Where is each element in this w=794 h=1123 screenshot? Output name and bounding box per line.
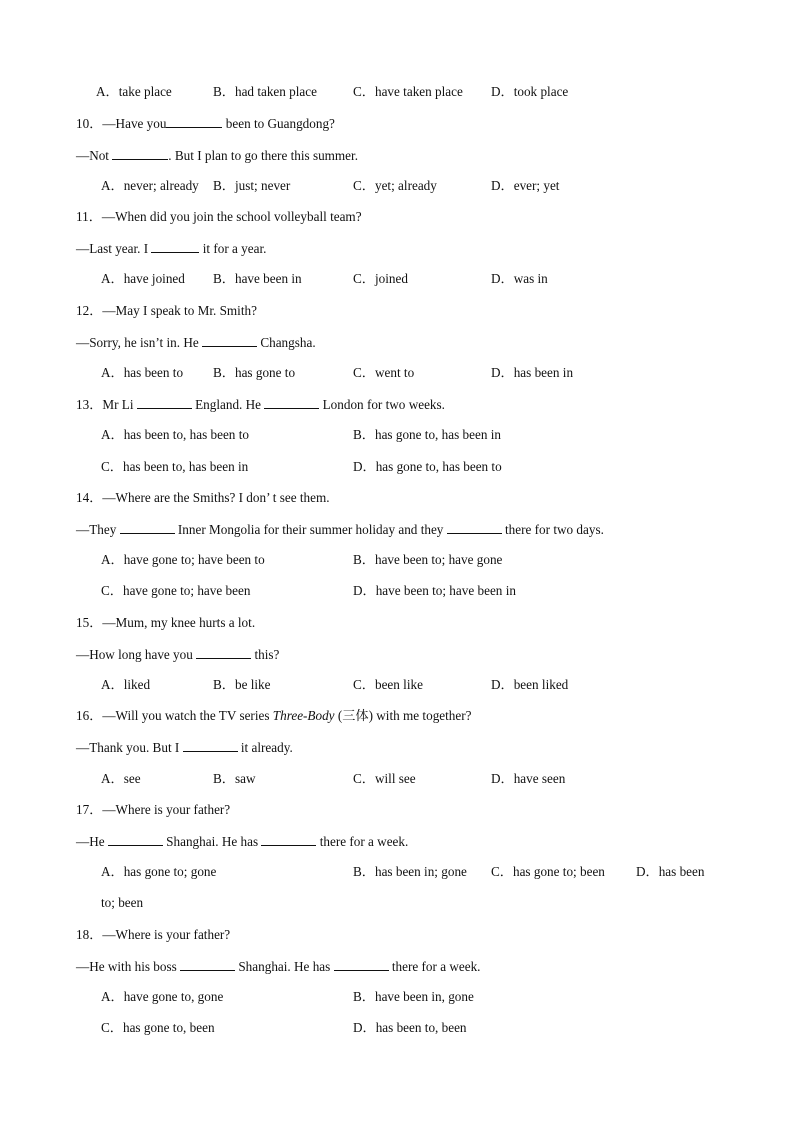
q16-response: —Thank you. But I it already.: [76, 740, 293, 755]
q18-option-a: A．have gone to, gone: [101, 989, 224, 1004]
q17-option-b: B．has been in; gone: [353, 864, 467, 879]
q10-option-a: A．never; already: [101, 178, 199, 193]
q12-option-b: B．has gone to: [213, 365, 296, 380]
q13-question: 13．Mr Li England. He London for two weeks.: [76, 397, 445, 412]
q16-option-a: A．see: [101, 771, 141, 786]
q10-option-d: D．ever; yet: [491, 178, 560, 193]
q13-option-a: A．has been to, has been to: [101, 427, 249, 442]
q10-response: —Not . But I plan to go there this summer.: [76, 148, 358, 163]
q13-option-b: B．has gone to, has been in: [353, 427, 501, 442]
q18-option-d: D．has been to, been: [353, 1020, 467, 1035]
q16-option-b: B．saw: [213, 771, 256, 786]
answer-blank: [447, 521, 502, 534]
q11-option-a: A．have joined: [101, 271, 185, 286]
answer-blank: [196, 646, 251, 659]
q16-question: 16．—Will you watch the TV series Three-Body (三体) with me together?: [76, 708, 472, 723]
q12-question: 12．—May I speak to Mr. Smith?: [76, 303, 257, 318]
q13-option-c: C．has been to, has been in: [101, 459, 249, 474]
q10-question: 10．—Have you been to Guangdong?: [76, 116, 335, 131]
q17-option-a: A．has gone to; gone: [101, 864, 217, 879]
q15-option-a: A．liked: [101, 677, 151, 692]
q14-response: —They Inner Mongolia for their summer holiday and they there for two days.: [76, 522, 604, 537]
q9-option-b: B．had taken place: [213, 84, 317, 99]
answer-blank: [261, 833, 316, 846]
q10-option-c: C．yet; already: [353, 178, 437, 193]
q13-option-d: D．has gone to, has been to: [353, 459, 502, 474]
q15-option-d: D．been liked: [491, 677, 569, 692]
answer-blank: [112, 147, 168, 160]
q18-question: 18．—Where is your father?: [76, 927, 231, 942]
q14-option-b: B．have been to; have gone: [353, 552, 503, 567]
answer-blank: [166, 115, 222, 128]
q11-question: 11．—When did you join the school volleyball team?: [76, 209, 362, 224]
q18-option-b: B．have been in, gone: [353, 989, 474, 1004]
answer-blank: [108, 833, 163, 846]
q17-option-d: D．has been: [636, 864, 705, 879]
q9-option-c: C．have taken place: [353, 84, 463, 99]
q11-option-c: C．joined: [353, 271, 408, 286]
q16-option-d: D．have seen: [491, 771, 566, 786]
q15-option-c: C．been like: [353, 677, 423, 692]
answer-blank: [264, 396, 319, 409]
q12-option-a: A．has been to: [101, 365, 184, 380]
q18-option-c: C．has gone to, been: [101, 1020, 215, 1035]
q11-option-b: B．have been in: [213, 271, 302, 286]
q14-option-c: C．have gone to; have been: [101, 583, 251, 598]
q15-question: 15．—Mum, my knee hurts a lot.: [76, 615, 256, 630]
q11-option-d: D．was in: [491, 271, 548, 286]
q14-question: 14．—Where are the Smiths? I don’ t see them.: [76, 490, 330, 505]
q15-option-b: B．be like: [213, 677, 271, 692]
answer-blank: [180, 958, 235, 971]
q12-option-c: C．went to: [353, 365, 415, 380]
q15-response: —How long have you this?: [76, 647, 280, 662]
series-title: Three-Body: [272, 708, 335, 723]
q12-option-d: D．has been in: [491, 365, 574, 380]
answer-blank: [202, 334, 257, 347]
q16-option-c: C．will see: [353, 771, 416, 786]
q17-response: —He Shanghai. He has there for a week.: [76, 834, 409, 849]
q10-option-b: B．just; never: [213, 178, 291, 193]
answer-blank: [137, 396, 192, 409]
q11-response: —Last year. I it for a year.: [76, 241, 267, 256]
q12-response: —Sorry, he isn’t in. He Changsha.: [76, 335, 316, 350]
q18-response: —He with his boss Shanghai. He has there for a week.: [76, 959, 481, 974]
answer-blank: [151, 240, 199, 253]
q17-option-d-continued: to; been: [101, 895, 144, 910]
answer-blank: [334, 958, 389, 971]
q14-option-d: D．have been to; have been in: [353, 583, 516, 598]
q17-option-c: C．has gone to; been: [491, 864, 605, 879]
q17-question: 17．—Where is your father?: [76, 802, 231, 817]
q14-option-a: A．have gone to; have been to: [101, 552, 265, 567]
answer-blank: [183, 739, 238, 752]
q9-option-d: D．took place: [491, 84, 569, 99]
answer-blank: [120, 521, 175, 534]
q9-option-a: A．take place: [96, 84, 172, 99]
